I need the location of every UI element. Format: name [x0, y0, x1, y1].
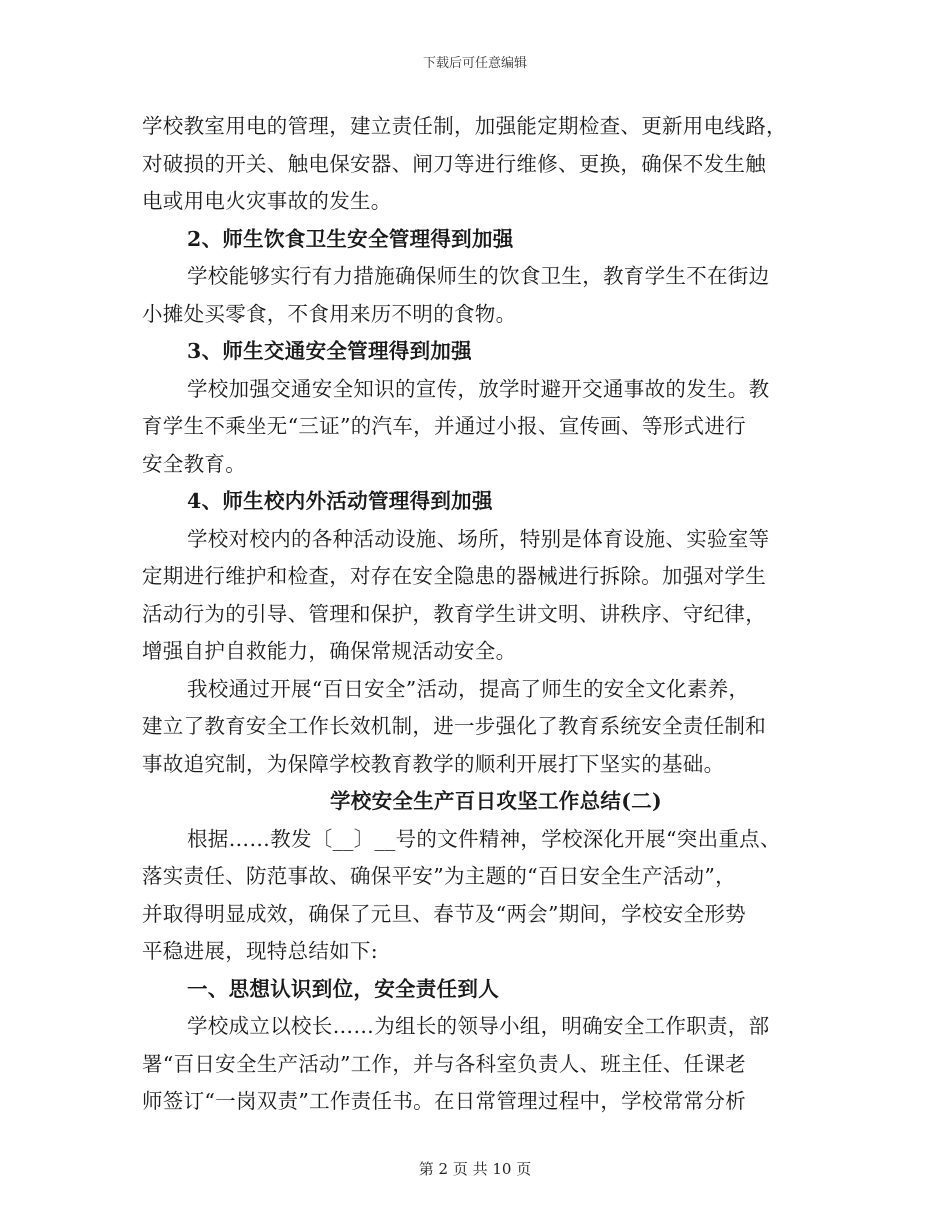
paragraph-line: 学校对校内的各种活动设施、场所，特别是体育设施、实验室等	[187, 526, 770, 551]
paragraph-line: 育学生不乘坐无“三证”的汽车，并通过小报、宣传画、等形式进行	[142, 414, 746, 438]
paragraph-line: 师签订“一岗双责”工作责任书。在日常管理过程中，学校常常分析	[142, 1089, 746, 1113]
section-heading: 2、师生饮食卫生安全管理得到加强	[187, 226, 514, 251]
paragraph-line: 定期进行维护和检查，对存在安全隐患的器械进行拆除。加强对学生	[142, 564, 766, 588]
paragraph-line: 署“百日安全生产活动”工作，并与各科室负责人、班主任、任课老	[142, 1051, 746, 1076]
paragraph-line: 电或用电火灾事故的发生。	[142, 189, 392, 213]
paragraph-line: 活动行为的引导、管理和保护，教育学生讲文明、讲秩序、守纪律，	[142, 601, 766, 626]
section-heading: 一、思想认识到位，安全责任到人	[187, 976, 499, 1001]
paragraph-line: 落实责任、防范事故、确保平安”为主题的“百日安全生产活动”，	[142, 864, 736, 888]
paragraph-line: 建立了教育安全工作长效机制，进一步强化了教育系统安全责任制和	[142, 714, 766, 738]
paragraph-line: 小摊处买零食，不食用来历不明的食物。	[142, 301, 517, 326]
paragraph-line: 学校教室用电的管理，建立责任制，加强能定期检查、更新用电线路，	[142, 114, 787, 138]
section-heading: 3、师生交通安全管理得到加强	[187, 339, 472, 363]
paragraph-line: 事故追究制，为保障学校教育教学的顺利开展打下坚实的基础。	[142, 751, 725, 776]
paragraph-line: 平稳进展，现特总结如下:	[142, 939, 379, 963]
paragraph-line: 学校能够实行有力措施确保师生的饮食卫生，教育学生不在街边	[187, 264, 770, 288]
document-body	[142, 108, 810, 1121]
section-heading: 4、师生校内外活动管理得到加强	[187, 489, 493, 513]
paragraph-line: 安全教育。	[142, 451, 246, 476]
document-title: 学校安全生产百日攻坚工作总结(二)	[330, 789, 662, 813]
paragraph-line: 我校通过开展“百日安全”活动，提高了师生的安全文化素养，	[187, 676, 750, 701]
paragraph-line: 并取得明显成效，确保了元旦、春节及“两会”期间，学校安全形势	[142, 901, 746, 926]
paragraph-line: 学校加强交通安全知识的宣传，放学时避开交通事故的发生。教	[187, 376, 770, 401]
paragraph-line: 根据……教发〔__〕__号的文件精神，学校深化开展“突出重点、	[187, 826, 781, 851]
header-note: 下载后可任意编辑	[422, 56, 527, 71]
paragraph-line: 增强自护自救能力，确保常规活动安全。	[142, 639, 517, 663]
paragraph-line: 学校成立以校长……为组长的领导小组，明确安全工作职责，部	[187, 1014, 770, 1038]
paragraph-line: 对破损的开关、触电保安器、闸刀等进行维修、更换，确保不发生触	[142, 151, 766, 176]
page-number: 第 2 页 共 10 页	[418, 1160, 532, 1178]
